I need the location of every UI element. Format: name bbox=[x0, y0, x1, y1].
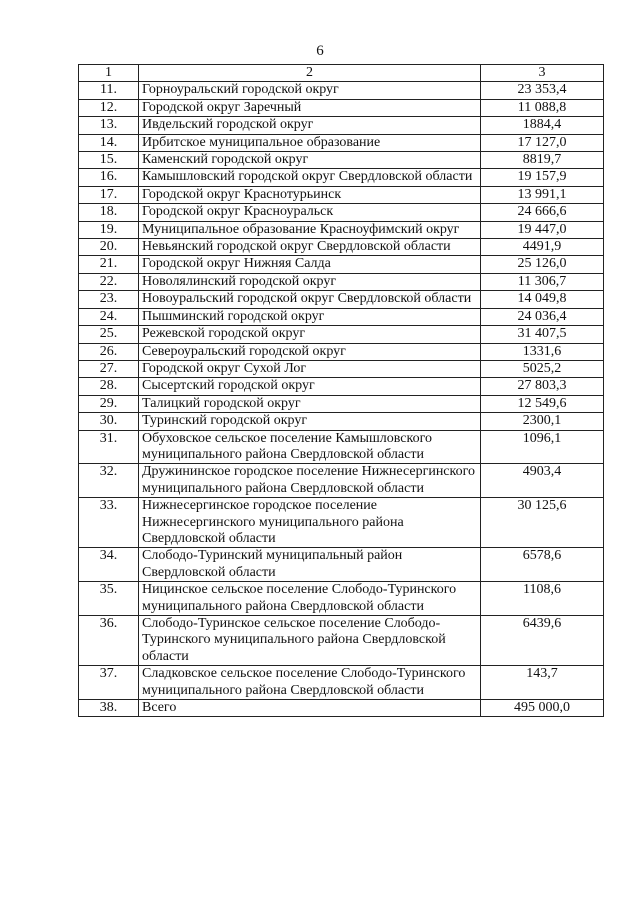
row-number-cell: 32. bbox=[79, 464, 139, 498]
row-number-cell: 26. bbox=[79, 343, 139, 360]
table-row bbox=[79, 700, 604, 717]
row-number-cell: 30. bbox=[79, 413, 139, 430]
amount-cell: 1331,6 bbox=[481, 343, 604, 360]
amount-cell: 19 447,0 bbox=[481, 221, 604, 238]
row-number-cell: 19. bbox=[79, 221, 139, 238]
table-row bbox=[79, 221, 604, 238]
table-row bbox=[79, 360, 604, 377]
municipality-name-cell: Слободо-Туринское сельское поселение Слободо-Туринского муниципального района Свердловской области bbox=[139, 616, 481, 666]
amount-cell: 25 126,0 bbox=[481, 256, 604, 273]
municipality-name-cell: Обуховское сельское поселение Камышловского муниципального района Свердловской области bbox=[139, 430, 481, 464]
column-header-name: 2 bbox=[139, 65, 481, 82]
row-number-cell: 20. bbox=[79, 239, 139, 256]
page-number: 6 bbox=[316, 43, 324, 59]
amount-cell: 24 036,4 bbox=[481, 308, 604, 325]
municipality-name-cell: Городской округ Нижняя Салда bbox=[139, 256, 481, 273]
amount-cell: 31 407,5 bbox=[481, 326, 604, 343]
municipality-name-cell: Талицкий городской округ bbox=[139, 395, 481, 412]
municipality-name-cell: Режевской городской округ bbox=[139, 326, 481, 343]
row-number-cell: 28. bbox=[79, 378, 139, 395]
row-number-cell: 25. bbox=[79, 326, 139, 343]
amount-cell: 17 127,0 bbox=[481, 134, 604, 151]
amount-cell: 30 125,6 bbox=[481, 498, 604, 548]
table-row bbox=[79, 273, 604, 290]
table-row bbox=[79, 169, 604, 186]
municipality-name-cell: Ирбитское муниципальное образование bbox=[139, 134, 481, 151]
municipality-name-cell: Туринский городской округ bbox=[139, 413, 481, 430]
table-row bbox=[79, 256, 604, 273]
municipality-name-cell: Всего bbox=[139, 700, 481, 717]
municipality-name-cell: Ницинское сельское поселение Слободо-Туринского муниципального района Свердловской области bbox=[139, 582, 481, 616]
amount-cell: 13 991,1 bbox=[481, 186, 604, 203]
row-number-cell: 37. bbox=[79, 666, 139, 700]
municipality-name-cell: Североуральский городской округ bbox=[139, 343, 481, 360]
table-row bbox=[79, 291, 604, 308]
row-number-cell: 24. bbox=[79, 308, 139, 325]
municipality-name-cell: Новоуральский городской округ Свердловской области bbox=[139, 291, 481, 308]
table-row bbox=[79, 548, 604, 582]
table-row bbox=[79, 152, 604, 169]
table-row bbox=[79, 82, 604, 99]
table-row bbox=[79, 343, 604, 360]
table-row bbox=[79, 395, 604, 412]
table-row bbox=[79, 430, 604, 464]
row-number-cell: 14. bbox=[79, 134, 139, 151]
municipality-name-cell: Сысертский городской округ bbox=[139, 378, 481, 395]
amount-cell: 5025,2 bbox=[481, 360, 604, 377]
table-row bbox=[79, 308, 604, 325]
municipality-name-cell: Слободо-Туринский муниципальный район Свердловской области bbox=[139, 548, 481, 582]
row-number-cell: 35. bbox=[79, 582, 139, 616]
row-number-cell: 16. bbox=[79, 169, 139, 186]
table-row bbox=[79, 464, 604, 498]
municipality-name-cell: Каменский городской округ bbox=[139, 152, 481, 169]
amount-cell: 14 049,8 bbox=[481, 291, 604, 308]
amount-cell: 1884,4 bbox=[481, 117, 604, 134]
column-header-value: 3 bbox=[481, 65, 604, 82]
allocation-table bbox=[78, 64, 604, 717]
municipality-name-cell: Пышминский городской округ bbox=[139, 308, 481, 325]
row-number-cell: 21. bbox=[79, 256, 139, 273]
table-row bbox=[79, 134, 604, 151]
amount-cell: 11 306,7 bbox=[481, 273, 604, 290]
municipality-name-cell: Невьянский городской округ Свердловской области bbox=[139, 239, 481, 256]
row-number-cell: 29. bbox=[79, 395, 139, 412]
row-number-cell: 12. bbox=[79, 99, 139, 116]
row-number-cell: 23. bbox=[79, 291, 139, 308]
amount-cell: 24 666,6 bbox=[481, 204, 604, 221]
amount-cell: 6578,6 bbox=[481, 548, 604, 582]
municipality-name-cell: Дружининское городское поселение Нижнесергинского муниципального района Свердловской области bbox=[139, 464, 481, 498]
table-row bbox=[79, 239, 604, 256]
municipality-name-cell: Камышловский городской округ Свердловской области bbox=[139, 169, 481, 186]
table-row bbox=[79, 378, 604, 395]
table-header-row bbox=[79, 65, 604, 82]
table-row bbox=[79, 666, 604, 700]
amount-cell: 4491,9 bbox=[481, 239, 604, 256]
column-header-number: 1 bbox=[79, 65, 139, 82]
municipality-name-cell: Сладковское сельское поселение Слободо-Туринского муниципального района Свердловской области bbox=[139, 666, 481, 700]
municipality-name-cell: Городской округ Сухой Лог bbox=[139, 360, 481, 377]
row-number-cell: 11. bbox=[79, 82, 139, 99]
amount-cell: 1096,1 bbox=[481, 430, 604, 464]
amount-cell: 27 803,3 bbox=[481, 378, 604, 395]
amount-cell: 12 549,6 bbox=[481, 395, 604, 412]
amount-cell: 1108,6 bbox=[481, 582, 604, 616]
amount-cell: 143,7 bbox=[481, 666, 604, 700]
row-number-cell: 27. bbox=[79, 360, 139, 377]
municipality-name-cell: Городской округ Заречный bbox=[139, 99, 481, 116]
amount-cell: 6439,6 bbox=[481, 616, 604, 666]
row-number-cell: 33. bbox=[79, 498, 139, 548]
municipality-name-cell: Нижнесергинское городское поселение Нижнесергинского муниципального района Свердловской области bbox=[139, 498, 481, 548]
table-row bbox=[79, 582, 604, 616]
table-row bbox=[79, 186, 604, 203]
table-row bbox=[79, 326, 604, 343]
row-number-cell: 13. bbox=[79, 117, 139, 134]
row-number-cell: 31. bbox=[79, 430, 139, 464]
row-number-cell: 15. bbox=[79, 152, 139, 169]
amount-cell: 11 088,8 bbox=[481, 99, 604, 116]
row-number-cell: 36. bbox=[79, 616, 139, 666]
municipality-name-cell: Ивдельский городской округ bbox=[139, 117, 481, 134]
table-body bbox=[79, 65, 604, 717]
municipality-name-cell: Городской округ Красноуральск bbox=[139, 204, 481, 221]
amount-cell: 2300,1 bbox=[481, 413, 604, 430]
table-row bbox=[79, 99, 604, 116]
row-number-cell: 22. bbox=[79, 273, 139, 290]
table-row bbox=[79, 117, 604, 134]
amount-cell: 23 353,4 bbox=[481, 82, 604, 99]
table-row bbox=[79, 413, 604, 430]
row-number-cell: 38. bbox=[79, 700, 139, 717]
amount-cell: 495 000,0 bbox=[481, 700, 604, 717]
row-number-cell: 17. bbox=[79, 186, 139, 203]
table-row bbox=[79, 204, 604, 221]
amount-cell: 4903,4 bbox=[481, 464, 604, 498]
amount-cell: 19 157,9 bbox=[481, 169, 604, 186]
amount-cell: 8819,7 bbox=[481, 152, 604, 169]
table-row bbox=[79, 498, 604, 548]
municipality-name-cell: Муниципальное образование Красноуфимский округ bbox=[139, 221, 481, 238]
row-number-cell: 18. bbox=[79, 204, 139, 221]
municipality-name-cell: Городской округ Краснотурьинск bbox=[139, 186, 481, 203]
municipality-name-cell: Горноуральский городской округ bbox=[139, 82, 481, 99]
municipality-name-cell: Новолялинский городской округ bbox=[139, 273, 481, 290]
row-number-cell: 34. bbox=[79, 548, 139, 582]
table-row bbox=[79, 616, 604, 666]
